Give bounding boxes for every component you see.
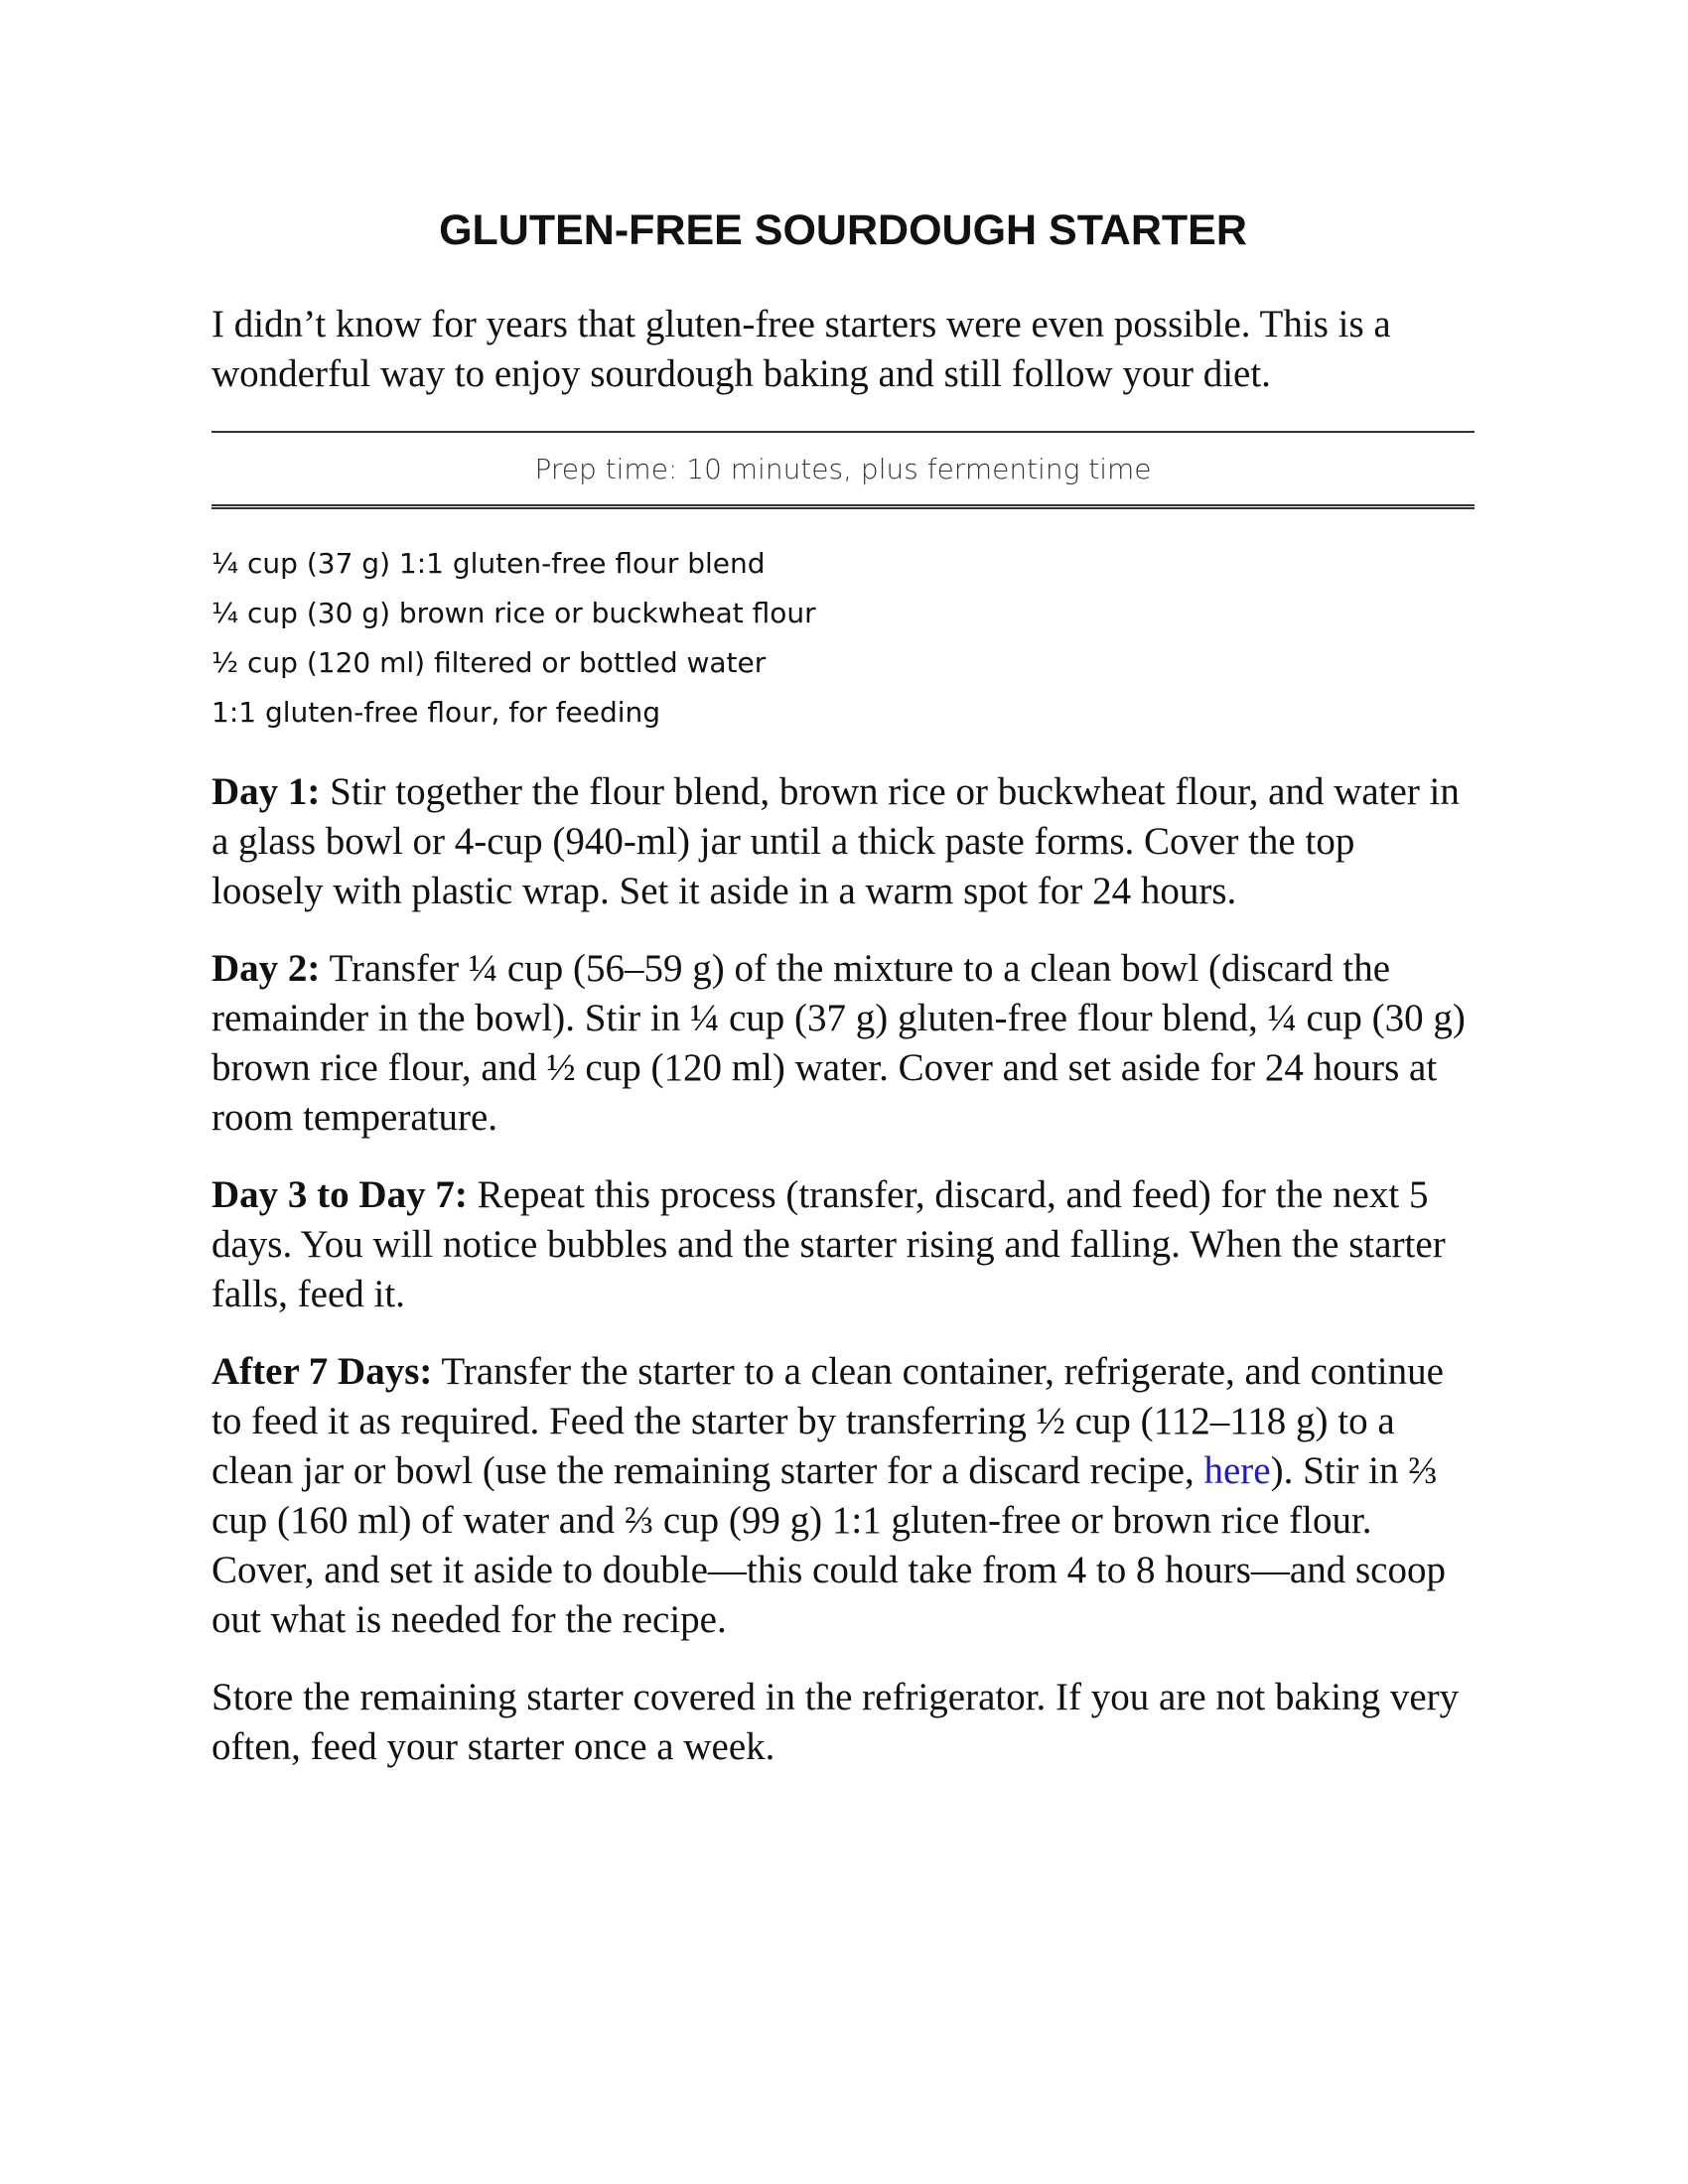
step-lead: Day 1:	[211, 770, 321, 813]
step-lead: Day 2:	[211, 947, 321, 990]
ingredient-list	[211, 539, 1475, 738]
ingredient-item: 1:1 gluten-free flour, for feeding	[211, 696, 661, 729]
step-day-1	[211, 767, 1475, 916]
ingredient-item: ¼ cup (30 g) brown rice or buckwheat flour	[211, 597, 816, 629]
ingredient-item: ¼ cup (37 g) 1:1 gluten-free flour blend	[211, 547, 766, 580]
step-text: Stir together the flour blend, brown rice or buckwheat flour, and water in a glass bowl or 4-cup (940-ml) jar until a thick paste forms. Cover the top loosely with plastic wrap. Set it aside in a warm spot for 24 hours.	[211, 770, 1460, 912]
step-text: Transfer ¼ cup (56–59 g) of the mixture to a clean bowl (discard the remainder in the bowl). Stir in ¼ cup (37 g) gluten-free flour blend, ¼ cup (30 g) brown rice flour, and ½ cup (120 ml) water. Cover and set aside for 24 hours at room temperature.	[211, 947, 1466, 1139]
storage-note: Store the remaining starter covered in the refrigerator. If you are not baking very often, feed your starter once a week.	[211, 1676, 1460, 1768]
step-text: ). Stir in ⅔ cup (160 ml) of water and ⅔ cup (99 g) 1:1 gluten-free or brown rice flour. Cover, and set it aside to double—this could take from 4 to 8 hours—and scoop out what is needed for the recipe.	[211, 1449, 1446, 1641]
step-text: Transfer the starter to a clean container, refrigerate, and continue to feed it as required. Feed the starter by transferring ½ cup (112–118 g) to a clean jar or bowl (use the remaining starter for a discard recipe,	[211, 1350, 1444, 1492]
prep-time-box	[211, 431, 1475, 509]
step-lead: Day 3 to Day 7:	[211, 1173, 468, 1216]
recipe-page	[211, 199, 1475, 1772]
prep-time: Prep time: 10 minutes, plus fermenting time	[534, 452, 1152, 485]
step-after-7-days	[211, 1347, 1475, 1645]
step-day-2	[211, 944, 1475, 1143]
ingredient-item: ½ cup (120 ml) filtered or bottled water	[211, 646, 767, 679]
recipe-title: GLUTEN-FREE SOURDOUGH STARTER	[439, 206, 1247, 254]
recipe-intro: I didn’t know for years that gluten-free starters were even possible. This is a wonderful way to enjoy sourdough baking and still follow your diet.	[211, 303, 1391, 395]
step-day-3-to-7	[211, 1170, 1475, 1319]
step-text: Repeat this process (transfer, discard, and feed) for the next 5 days. You will notice bubbles and the starter rising and falling. When the starter falls, feed it.	[211, 1173, 1446, 1315]
step-lead: After 7 Days:	[211, 1350, 433, 1393]
discard-recipe-link[interactable]: here	[1203, 1449, 1271, 1492]
